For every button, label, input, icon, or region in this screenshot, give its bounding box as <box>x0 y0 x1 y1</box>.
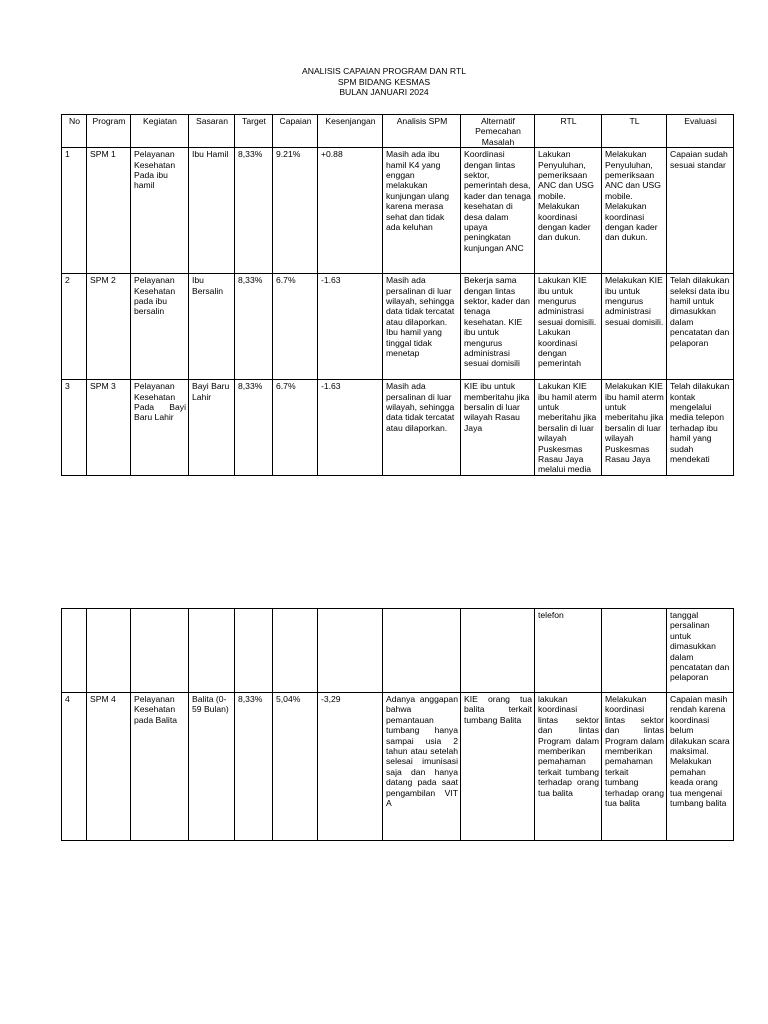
header-kegiatan: Kegiatan <box>131 115 189 148</box>
header-program: Program <box>87 115 131 148</box>
cell-kegiatan: Pelayanan Kesehatan pada Balita <box>131 693 189 841</box>
cell-evaluasi: Capaian masih rendah karena koordinasi belum dilakukan scara maksimal. Melakukan pemahan keada orang tua mengenai tumbang balita <box>667 693 734 841</box>
cell-target: 8,33% <box>235 380 273 476</box>
cell-program: SPM 2 <box>87 274 131 380</box>
cell-no: 1 <box>62 148 87 274</box>
cell-kesenjangan: -3,29 <box>318 693 383 841</box>
cell-analisis: Masih ada persalinan di luar wilayah, sehingga data tidak tercatat atau dilaporkan. Ibu hamil yang tinggal tidak menetap <box>383 274 461 380</box>
cell-rtl: Lakukan Penyuluhan, pemeriksaan ANC dan USG mobile. Melakukan koordinasi dengan kader dan dukun. <box>535 148 602 274</box>
cell-rtl: lakukan koordinasi lintas sektor dan lintas Program dalam memberikan pemahaman terkait tumbang terhadap orang tua balita <box>535 693 602 841</box>
analysis-table-continued <box>61 608 734 841</box>
title-line-2: SPM BIDANG KESMAS <box>337 76 431 87</box>
title-line-3: BULAN JANUARI 2024 <box>339 87 429 97</box>
header-rtl: RTL <box>535 115 602 148</box>
table-row <box>62 693 734 841</box>
cell-evaluasi: tanggal persalinan untuk dimasukkan dalam pencatatan dan pelaporan <box>667 609 734 693</box>
header-tl: TL <box>602 115 667 148</box>
cell-alternatif: Bekerja sama dengan lintas sektor, kader dan tenaga kesehatan. KIE ibu untuk mengurus administrasi sesuai domisili <box>461 274 535 380</box>
cell-sasaran: Ibu Bersalin <box>189 274 235 380</box>
cell-program <box>87 609 131 693</box>
cell-tl: Melakukan koordinasi lintas sektor dan lintas Program dalam memberikan pemahaman terkait tumbang terhadap orang tua balita <box>602 693 667 841</box>
cell-target: 8,33% <box>235 274 273 380</box>
cell-kesenjangan: +0.88 <box>318 148 383 274</box>
cell-kesenjangan: -1.63 <box>318 274 383 380</box>
cell-evaluasi: Telah dilakukan seleksi data ibu hamil untuk dimasukkan dalam pencatatan dan pelaporan <box>667 274 734 380</box>
cell-alternatif: Koordinasi dengan lintas sektor, pemerintah desa, kader dan tenaga kesehatan di desa dalam upaya peningkatan kunjungan ANC <box>461 148 535 274</box>
cell-rtl: telefon <box>535 609 602 693</box>
header-evaluasi: Evaluasi <box>667 115 734 148</box>
cell-capaian <box>273 609 318 693</box>
document-title <box>0 66 768 98</box>
cell-program: SPM 4 <box>87 693 131 841</box>
cell-no: 2 <box>62 274 87 380</box>
cell-sasaran: Balita (0-59 Bulan) <box>189 693 235 841</box>
table-header-row <box>62 115 734 148</box>
cell-capaian: 5,04% <box>273 693 318 841</box>
cell-capaian: 9.21% <box>273 148 318 274</box>
cell-alternatif <box>461 609 535 693</box>
cell-target: 8,33% <box>235 148 273 274</box>
cell-kegiatan <box>131 609 189 693</box>
header-sasaran: Sasaran <box>189 115 235 148</box>
cell-analisis: Adanya anggapan bahwa pemantauan tumbang hanya sampai usia 2 tahun atau setelah selesai imunisasi saja dan hanya datang pada saat pengambilan VIT A <box>383 693 461 841</box>
cell-sasaran: Bayi Baru Lahir <box>189 380 235 476</box>
header-capaian: Capaian <box>273 115 318 148</box>
cell-capaian: 6.7% <box>273 274 318 380</box>
table-row-continuation <box>62 609 734 693</box>
header-no: No <box>62 115 87 148</box>
cell-evaluasi: Capaian sudah sesuai standar <box>667 148 734 274</box>
cell-tl <box>602 609 667 693</box>
header-analisis: Analisis SPM <box>383 115 461 148</box>
cell-kesenjangan <box>318 609 383 693</box>
title-line-1: ANALISIS CAPAIAN PROGRAM DAN RTL <box>302 66 466 76</box>
table-row <box>62 274 734 380</box>
cell-rtl: Lakukan KIE ibu hamil aterm untuk meberitahu jika bersalin di luar wilayah Puskesmas Rasau Jaya melalui media <box>535 380 602 476</box>
header-kesenjangan: Kesenjangan <box>318 115 383 148</box>
cell-no: 4 <box>62 693 87 841</box>
header-alternatif: Alternatif Pemecahan Masalah <box>461 115 535 148</box>
cell-program: SPM 3 <box>87 380 131 476</box>
table-row <box>62 380 734 476</box>
cell-capaian: 6.7% <box>273 380 318 476</box>
cell-tl: Melakukan KIE ibu untuk mengurus administrasi sesuai domisili. <box>602 274 667 380</box>
analysis-table <box>61 114 734 476</box>
cell-kegiatan: Pelayanan Kesehatan Pada Bayi Baru Lahir <box>131 380 189 476</box>
cell-target: 8,33% <box>235 693 273 841</box>
header-target: Target <box>235 115 273 148</box>
cell-target <box>235 609 273 693</box>
cell-kesenjangan: -1.63 <box>318 380 383 476</box>
cell-kegiatan: Pelayanan Kesehatan Pada ibu hamil <box>131 148 189 274</box>
table-row <box>62 148 734 274</box>
cell-kegiatan: Pelayanan Kesehatan pada ibu bersalin <box>131 274 189 380</box>
cell-sasaran: Ibu Hamil <box>189 148 235 274</box>
cell-analisis: Masih ada persalinan di luar wilayah, sehingga data tidak tercatat atau dilaporkan. <box>383 380 461 476</box>
cell-tl: Melakukan KIE ibu hamil aterm untuk meberitahu jika bersalin di luar wilayah Puskesmas Rasau Jaya <box>602 380 667 476</box>
cell-rtl: Lakukan KIE ibu untuk mengurus administrasi sesuai domisili. Lakukan koordinasi dengan pemerintah <box>535 274 602 380</box>
cell-no: 3 <box>62 380 87 476</box>
cell-analisis <box>383 609 461 693</box>
cell-analisis: Masih ada ibu hamil K4 yang enggan melakukan kunjungan ulang karena merasa sehat dan tidak ada keluhan <box>383 148 461 274</box>
cell-alternatif: KIE ibu untuk memberitahu jika bersalin di luar wilayah Rasau Jaya <box>461 380 535 476</box>
cell-alternatif: KIE orang tua balita terkait tumbang Balita <box>461 693 535 841</box>
cell-tl: Melakukan Penyuluhan, pemeriksaan ANC dan USG mobile. Melakukan koordinasi dengan kader dan dukun. <box>602 148 667 274</box>
cell-program: SPM 1 <box>87 148 131 274</box>
cell-evaluasi: Telah dilakukan kontak mengelalui media telepon terhadap ibu hamil yang sudah mendekati <box>667 380 734 476</box>
cell-sasaran <box>189 609 235 693</box>
cell-no <box>62 609 87 693</box>
